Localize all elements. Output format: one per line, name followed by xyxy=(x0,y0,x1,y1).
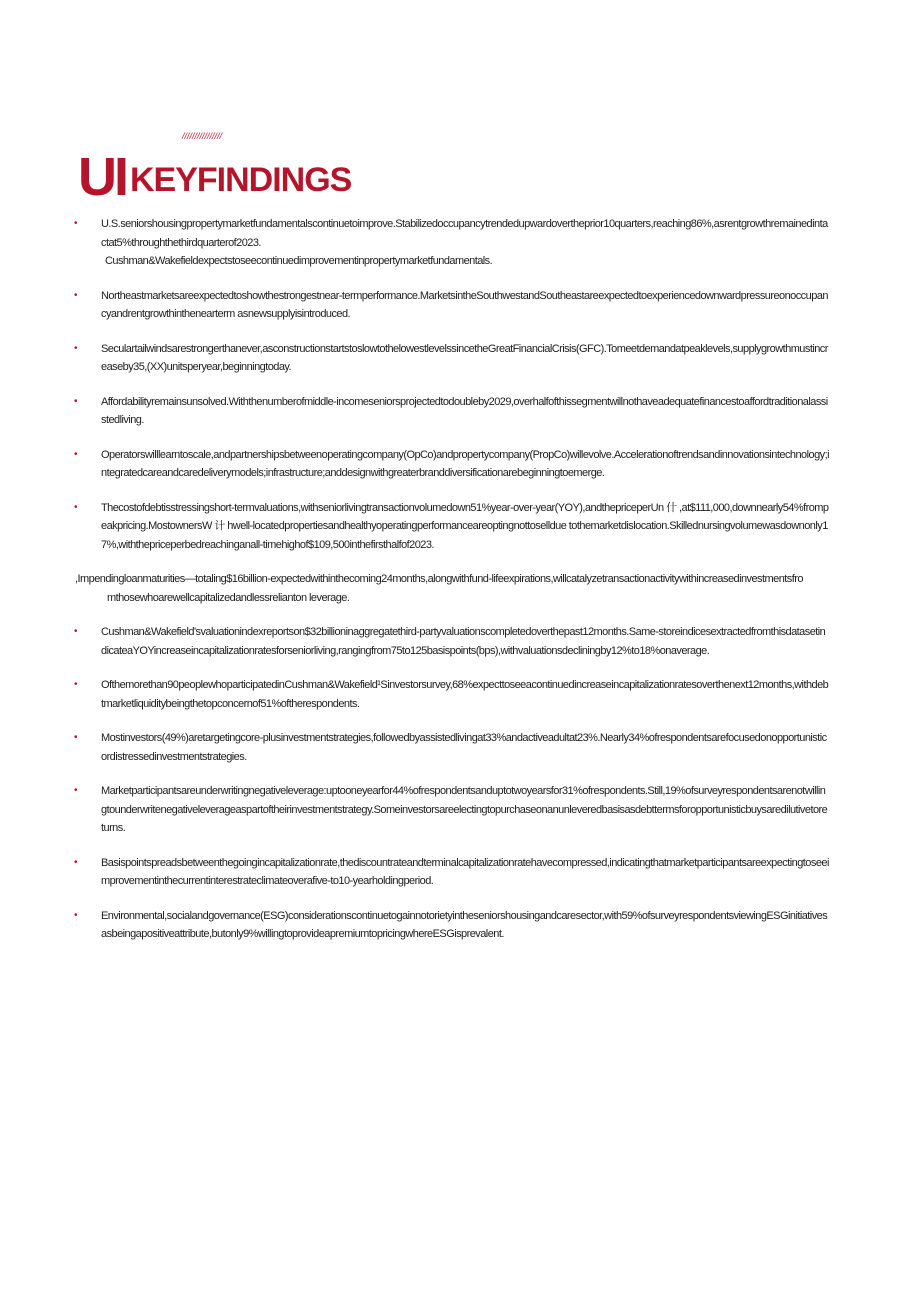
bullet-icon: • xyxy=(74,909,77,921)
finding-text: ,Impendingloanmaturities—totaling$16billion-expectedwithinthecoming24months,alongwithfund-lifeexpirations,willcatalyzetransactionactivitywithincreasedinvestmentsfromthosewhoarewellcapitalizedandlessrelianton leverage. xyxy=(75,573,803,604)
bullet-icon: • xyxy=(74,395,77,407)
decorative-slashes: //////////////// xyxy=(182,131,223,141)
finding-item xyxy=(0,782,829,838)
finding-item xyxy=(0,729,829,766)
finding-text: Mostinvestors(49%)aretargetingcore-plusinvestmentstrategies,followedbyassistedlivingat33%andactiveadultat23%.Nearly34%ofrespondentsarefocusedonopportunisticordistressedinvestmentstrategies. xyxy=(101,732,827,763)
finding-text: Thecostofdebtisstressingshort-termvaluations,withseniorlivingtransactionvolumedown51%year-over-year(YOY),andthepriceperUn 什 ,at$111,000,downnearly54%frompeakpricing.MostownersW 计 hwell-locatedpropertiesandhealthyoperatingperformanceareoptingnottoselldue tothemarketdislocation.Skillednursingvolumewasdownonly17%,withthepriceperbedreachinganall-timehighof$109,500inthefirsthalfof2023. xyxy=(101,501,829,551)
key-findings-list xyxy=(0,215,920,960)
finding-text: Operatorswilllearntoscale,andpartnershipsbetweenoperatingcompany(OpCo)andpropertycompany(PropCo)willevolve.Accelerationoftrendsandinnovationsintechnology;integratedcareandcaredeliverymodels;infrastructure;anddesignwithgreaterbranddiversificationarebeginningtoemerge. xyxy=(101,448,829,479)
bullet-icon: • xyxy=(74,626,77,637)
finding-item xyxy=(0,215,829,271)
bullet-icon: • xyxy=(74,501,77,513)
finding-item xyxy=(0,340,829,377)
bullet-icon: • xyxy=(74,856,77,868)
finding-item xyxy=(0,623,829,660)
finding-text: Northeastmarketsareexpectedtoshowthestrongestnear-termperformance.MarketsintheSouthwestandSoutheastareexpectedtoexperiencedownwardpressureonoccupancyandrentgrowthinthenearterm asnewsupplyisintroduced. xyxy=(101,289,828,320)
finding-text: Affordabilityremainsunsolved.Withthenumberofmiddle-incomeseniorsprojectedtodoubleby2029,overhalfofthissegmentwillnothaveadequatefinancestoaffordtraditionalassistedliving. xyxy=(101,395,828,426)
bullet-icon: • xyxy=(74,289,77,301)
finding-item xyxy=(0,907,829,944)
bullet-icon: • xyxy=(74,679,77,690)
finding-item xyxy=(0,854,829,891)
section-number: UI xyxy=(78,147,126,207)
finding-text: Marketparticipantsareunderwritingnegativeleverage:uptooneyearfor44%ofrespondentsanduptotwoyearsfor31%ofrespondents.Still,19%ofsurveyrespondentsarenotwillingtounderwritenegativeleverageaspartoftheirinvestmentstrategy.Someinvestorsareelectingtopurchaseonanunleveredbasisasdebttermsforopportunisticbuysaredilutivetoreturns. xyxy=(101,785,828,834)
finding-text: Basispointspreadsbetweenthegoingincapitalizationrate,thediscountrateandterminalcapitalizationratehavecompressed,indicatingthatmarketparticipantsareexpectingtoseeimprovementinthecurrentinterestrateclimateoverafive-to10-yearholdingperiod. xyxy=(101,856,829,887)
finding-item xyxy=(0,287,829,324)
finding-text-continued: Cushman&Wakefieldexpectstoseecontinuedimprovementinpropertymarketfundamentals. xyxy=(105,255,493,267)
bullet-icon: • xyxy=(74,342,77,354)
finding-text: Environmental,socialandgovernance(ESG)considerationscontinuetogainnotorietyintheseniorshousingandcaresector,with59%ofsurveyrespondentsviewingESGinitiativesasbeingapositiveattribute,butonly9%willingtoprovideapremiumtopricingwhereESGisprevalent. xyxy=(101,909,828,940)
bullet-icon: • xyxy=(74,785,77,796)
finding-text: U.S.seniorshousingpropertymarketfundamentalscontinuetoimprove.Stabilizedoccupancytrendedupwardovertheprior10quarters,reaching86%,asrentgrowthremainedintactat5%throughthethirdquarterof2023. xyxy=(101,218,828,249)
finding-item xyxy=(0,499,829,555)
finding-item xyxy=(0,676,829,713)
section-heading xyxy=(78,140,351,206)
page-title: KEYFINDINGS xyxy=(130,161,352,199)
finding-text: Cushman&Wakefield'svaluationindexreportson$32billioninaggregatethird-partyvaluationscompletedoverthepast12months.Same-storeindicesextractedfromthisdatasetindicateaYOYincreaseincapitalizationratesforseniorliving,rangingfrom75to125basispoints(bps),withvaluationsdecliningby12%to18%onaverage. xyxy=(101,626,826,657)
bullet-icon: • xyxy=(74,448,77,460)
finding-item xyxy=(0,393,829,430)
finding-item xyxy=(0,446,829,483)
finding-text: Ofthemorethan90peoplewhoparticipatedinCushman&Wakefield¹Sinvestorsurvey,68%expecttoseeacontinuedincreaseincapitalizationratesoverthenext12months,withdebtmarketliquiditybeingthetopconcernof51%oftherespondents. xyxy=(101,679,829,710)
finding-text: Seculartailwindsarestrongerthanever,asconstructionstartstoslowtothelowestlevelssincetheGreatFinancialCrisis(GFC).Tomeetdemandatpeaklevels,supplygrowthmustincreaseby35,(XX)unitsperyear,beginningtoday. xyxy=(101,342,828,373)
bullet-icon: • xyxy=(74,732,77,743)
finding-item xyxy=(0,570,803,607)
bullet-icon: • xyxy=(74,218,77,229)
